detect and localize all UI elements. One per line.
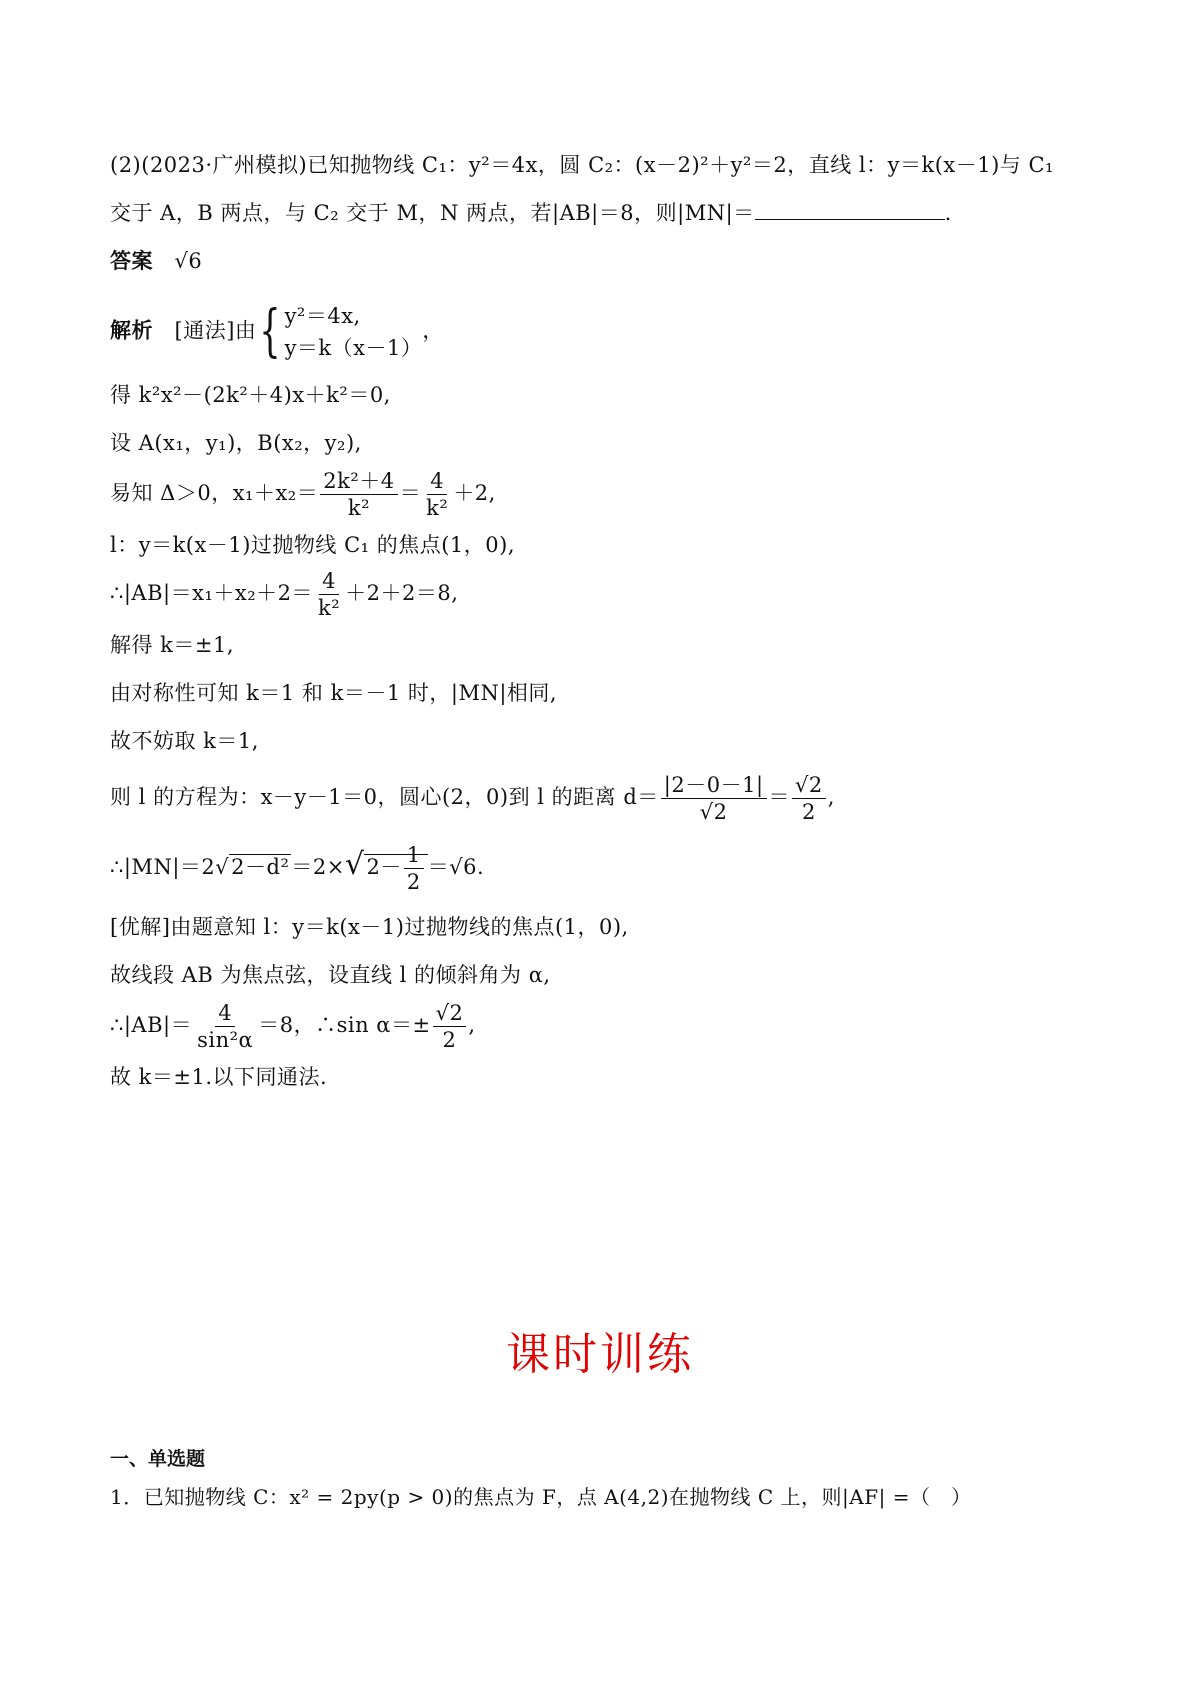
mn-radicand-2 [364,843,427,894]
question-1: 1．已知抛物线 C：x² = 2py(p > 0)的焦点为 F，点 A(4,2)在抛物线 C 上，则|AF| =（ ） [110,1485,972,1509]
system-eq-2: y＝k（x－1） [284,336,423,360]
dist-result-frac [792,772,826,825]
opt-sin-num: √2 [433,1000,467,1027]
system-eq-1: y²＝4x, [284,304,361,328]
analysis-system-line [110,300,444,370]
step-points: 设 A(x₁，y₁)，B(x₂，y₂), [110,431,362,455]
dist-result-num: √2 [792,772,826,799]
problem-line-1: (2)(2023·广州模拟)已知抛物线 C₁：y²＝4x，圆 C₂：(x－2)²＋y²＝2，直线 l：y＝k(x－1)与 C₁ [110,153,1054,177]
delta-prefix: 易知 Δ＞0，x₁＋x₂＝ [110,481,319,505]
mn-radicand-2-text: 2－ [366,855,402,879]
dist-prefix: 则 l 的方程为：x－y－1＝0，圆心(2，0)到 l 的距离 d＝ [110,785,659,809]
analysis-method: [通法]由 [174,318,257,343]
system-brace: { [259,299,282,364]
opt-tail: , [468,1013,476,1037]
opt-ab-prefix: ∴|AB|＝ [110,1013,193,1037]
dist-frac [661,772,767,825]
section-subtitle: 一、单选题 [110,1448,206,1470]
delta-eq: ＝ [399,481,422,505]
opt-ab-frac-num: 4 [215,1000,235,1027]
mn-tail: ＝√6. [427,855,485,879]
mn-prefix: ∴|MN|＝2 [110,855,216,879]
delta-frac-1-num: 2k²＋4 [320,468,397,495]
opt-sin-den: 2 [442,1028,457,1052]
delta-tail: ＋2, [453,481,496,505]
ab-prefix: ∴|AB|＝x₁＋x₂＋2＝ [110,581,313,605]
system-tail: ， [422,318,444,343]
section-title: 课时训练 [506,1329,694,1380]
answer-label: 答案 [110,249,153,273]
mn-radicand-frac-den: 2 [406,870,421,894]
answer-line [110,246,202,276]
delta-frac-2-den: k² [426,496,449,520]
step-delta [110,468,496,521]
opt-ab-frac-den: sin²α [197,1028,254,1052]
equation-system [285,300,423,364]
ab-frac [315,568,343,621]
dist-result-den: 2 [801,800,816,824]
analysis-label: 解析 [110,318,153,343]
ab-frac-den: k² [318,596,341,620]
problem-line-2-text: 交于 A，B 两点，与 C₂ 交于 M，N 两点，若|AB|＝8，则|MN|＝ [110,201,755,225]
step-mn: ∴|MN|＝2√2－d²＝2×√2－ $\frac{1}{2}$ ＝√6. [110,843,485,894]
ab-tail: ＋2＋2＝8, [345,581,459,605]
ab-frac-num: 4 [319,568,339,595]
step-k-solved: 解得 k＝±1, [110,633,235,657]
answer-value: √6 [174,249,203,273]
delta-frac-1 [320,468,397,521]
dist-frac-den: √2 [699,800,728,824]
mn-mid: ＝2× [291,855,345,879]
dist-eq: ＝ [768,785,791,809]
step-distance [110,772,835,825]
mn-radicand-1: 2－d² [231,855,290,879]
step-symmetry: 由对称性可知 k＝1 和 k＝－1 时，|MN|相同, [110,681,558,705]
mn-radicand-frac [404,842,424,895]
opt-line-2: 故线段 AB 为焦点弦，设直线 l 的倾斜角为 α, [110,963,551,987]
step-focus: l：y＝k(x－1)过抛物线 C₁ 的焦点(1，0), [110,533,516,557]
step-ab [110,568,458,621]
delta-frac-1-den: k² [347,496,370,520]
final-line: 故 k＝±1.以下同通法. [110,1065,328,1089]
delta-frac-2 [423,468,451,521]
opt-ab-mid: ＝8，∴sin α＝± [258,1013,431,1037]
opt-ab-line [110,1000,476,1053]
problem-line-2: 交于 A，B 两点，与 C₂ 交于 M，N 两点，若|AB|＝8，则|MN|＝ . [110,201,952,225]
opt-sin-frac [433,1000,467,1053]
opt-ab-frac [194,1000,256,1053]
opt-line-1: [优解]由题意知 l：y＝k(x－1)过抛物线的焦点(1，0), [110,915,629,939]
mn-big-root: √ [344,847,365,882]
delta-frac-2-num: 4 [427,468,447,495]
dist-frac-num: |2－0－1| [661,772,767,799]
step-quadratic: 得 k²x²－(2k²＋4)x＋k²＝0, [110,383,391,407]
dist-tail: , [827,785,835,809]
answer-blank [755,201,945,220]
mn-radicand-frac-num: 1 [404,842,424,869]
step-take-k: 故不妨取 k＝1, [110,729,259,753]
